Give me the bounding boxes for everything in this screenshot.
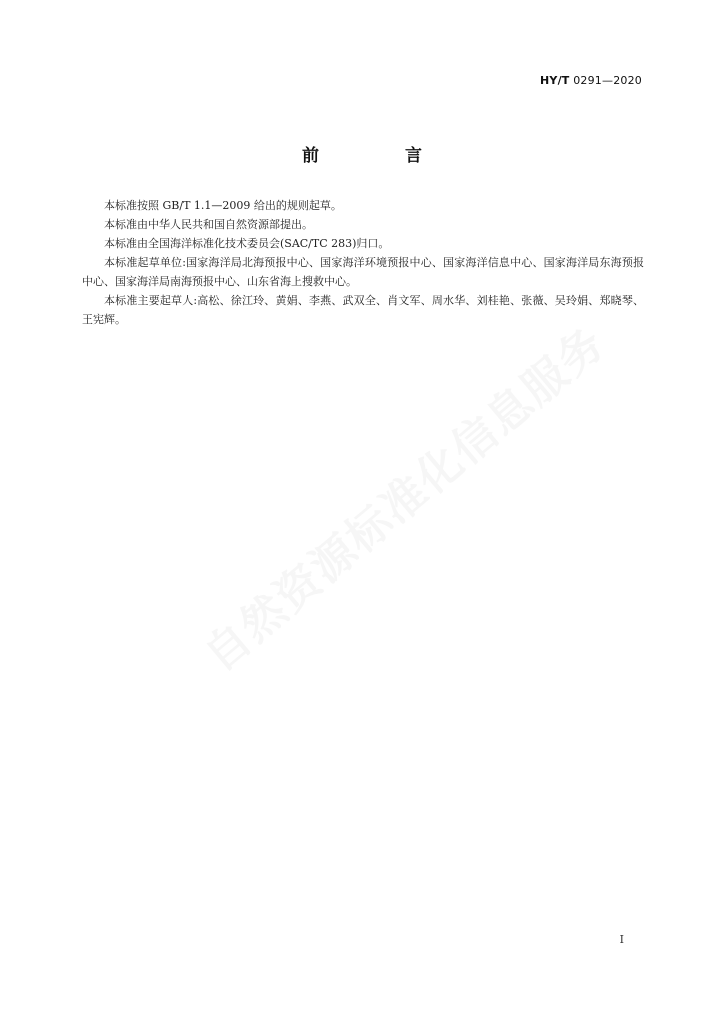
- paragraph-drafting-units: 本标准起草单位:国家海洋局北海预报中心、国家海洋环境预报中心、国家海洋信息中心、国家海洋局东海预报中心、国家海洋局南海预报中心、山东省海上搜救中心。: [82, 256, 644, 288]
- standard-number: 0291—2020: [573, 74, 642, 87]
- page-number: I: [619, 933, 624, 946]
- page-title: 前 言: [302, 146, 462, 166]
- paragraph-drafters: 本标准主要起草人:高松、徐江玲、黄娟、李燕、武双全、肖文军、周水华、刘桂艳、张薇、吴玲娟、郑晓琴、王宪辉。: [82, 294, 644, 326]
- paragraph-proposer: 本标准由中华人民共和国自然资源部提出。: [104, 218, 313, 231]
- foreword-body: [82, 196, 644, 329]
- watermark: 自然资源标准化信息服务: [195, 317, 616, 682]
- standard-code: [540, 74, 642, 87]
- paragraph-drafting-rules: 本标准按照 GB/T 1.1—2009 给出的规则起草。: [104, 199, 342, 212]
- paragraph-technical-committee: 本标准由全国海洋标准化技术委员会(SAC/TC 283)归口。: [104, 237, 390, 250]
- standard-prefix: HY/T: [540, 74, 570, 87]
